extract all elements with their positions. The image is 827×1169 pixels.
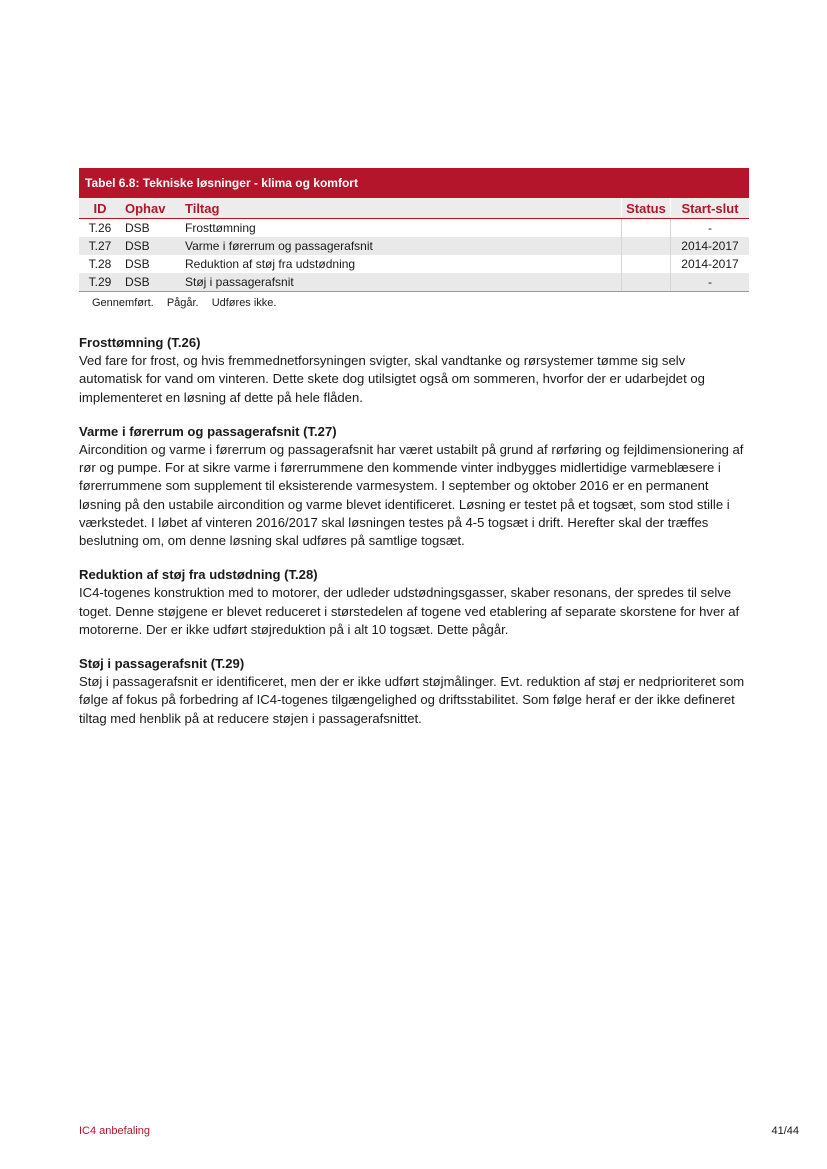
cell-tiltag: Frosttømning <box>185 221 256 235</box>
header-start-slut: Start-slut <box>671 198 750 219</box>
measures-table <box>79 198 749 292</box>
cell-tiltag: Varme i førerrum og passagerafsnit <box>181 237 622 255</box>
cell-start-slut: 2014-2017 <box>671 237 750 255</box>
cell-tiltag: Reduktion af støj fra udstødning <box>185 257 356 271</box>
table-title: Tabel 6.8: Tekniske løsninger - klima og komfort <box>79 168 749 198</box>
section-paragraph: IC4-togenes konstruktion med to motorer, der udleder udstødningsgasser, skaber resonans, der spredes til selve toget. Denne støjgene er blevet reduceret i størstedelen af togene ved etablering af separate skorstene for hver af motorerne. Der er ikke udført støjreduktion på i alt 10 togsæt. Dette pågår. <box>79 585 740 637</box>
cell-status <box>622 219 671 238</box>
footer-document-name: IC4 anbefaling <box>79 1125 150 1137</box>
legend-completed: Gennemført. <box>92 297 154 309</box>
cell-start-slut: - <box>671 273 750 292</box>
cell-id: T.26 <box>88 221 112 235</box>
table-row <box>79 255 749 273</box>
section-heading: Støj i passagerafsnit (T.29) <box>79 656 245 672</box>
cell-ophav: DSB <box>121 237 181 255</box>
table-header-row <box>79 198 749 219</box>
cell-id: T.29 <box>79 273 121 292</box>
cell-id: T.27 <box>79 237 121 255</box>
section-frosttomning <box>79 334 751 407</box>
table-row <box>79 237 749 255</box>
header-status: Status <box>622 198 671 219</box>
cell-ophav: DSB <box>125 221 150 235</box>
header-ophav: Ophav <box>121 198 181 219</box>
section-heading: Reduktion af støj fra udstødning (T.28) <box>79 567 318 583</box>
legend-in-progress: Pågår. <box>166 297 199 309</box>
table-row <box>79 273 749 292</box>
table-row <box>79 219 749 238</box>
footer-page-number: 41/44 <box>771 1125 799 1137</box>
section-heading: Varme i førerrum og passagerafsnit (T.27) <box>79 423 337 439</box>
legend-not-executed: Udføres ikke. <box>211 297 277 309</box>
body-text <box>79 334 751 744</box>
cell-start-slut: - <box>671 219 750 238</box>
section-varme <box>79 423 751 550</box>
section-heading: Frosttømning (T.26) <box>79 335 201 350</box>
section-paragraph: Aircondition og varme i førerrum og passagerafsnit har været ustabilt på grund af rørføring og fejldimensionering af rør og pumpe. For at sikre varme i førerrummene den kommende vinter indbygges midlertidige varmeblæsere i førerrummene som supplement til eksisterende varmesystem. I september og oktober 2016 er en permanent løsning på den ustabile aircondition og varme blevet identificeret. Løsning er testet på et togsæt, som stod stille i værkstedet. I løbet af vinteren 2016/2017 skal løsningen testes på 4-5 togsæt i drift. Herefter skal der træffes beslutning om, om denne løsning skal udføres på samtlige togsæt. <box>79 442 744 549</box>
cell-tiltag: Støj i passagerafsnit <box>181 273 622 292</box>
cell-status <box>622 237 671 255</box>
section-paragraph: Ved fare for frost, og hvis fremmednetforsyningen svigter, skal vandtanke og rørsystemer tømme sig selv automatisk for vand om vinteren. Dette skete dog utilsigtet også om sommeren, hvorfor der er udarbejdet og implementeret en løsning af dette på hele flåden. <box>79 353 705 405</box>
table-legend <box>79 297 749 309</box>
cell-ophav: DSB <box>121 273 181 292</box>
cell-status <box>622 273 671 292</box>
section-paragraph: Støj i passagerafsnit er identificeret, men der er ikke udført støjmålinger. Evt. reduktion af støj er nedprioriteret som følge af fokus på forbedring af IC4-togenes tilgængelighed og driftsstabilitet. Som følge heraf er der ikke defineret tiltag med henblik på at reducere støjen i passagerafsnittet. <box>79 674 745 726</box>
cell-id: T.28 <box>88 257 112 271</box>
measures-table-block <box>79 168 749 309</box>
header-tiltag: Tiltag <box>181 198 622 219</box>
cell-start-slut: 2014-2017 <box>671 255 750 273</box>
cell-status <box>622 255 671 273</box>
cell-ophav: DSB <box>125 257 150 271</box>
section-passagerafsnit <box>79 655 751 728</box>
section-udstodning <box>79 566 751 639</box>
header-id: ID <box>79 198 121 219</box>
